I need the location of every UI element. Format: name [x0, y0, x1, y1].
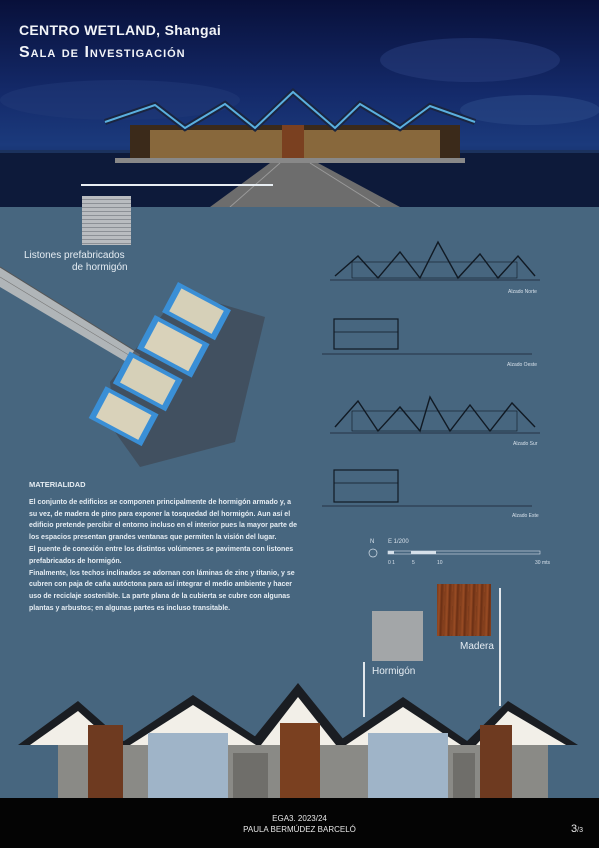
elevation-south — [330, 393, 540, 438]
page-current: 3 — [571, 823, 578, 835]
legend-line — [81, 184, 273, 186]
elevation-north — [330, 240, 540, 285]
wood-label: Madera — [460, 641, 494, 652]
footer — [0, 798, 599, 848]
slats-label-line2: de hormigón — [72, 262, 128, 273]
concrete-slats-swatch — [82, 196, 131, 245]
page-total: 3 — [579, 827, 583, 834]
materialidad-paragraph-1: El conjunto de edificios se componen principalmente de hormigón armado y, a su vez, de madera de pino para exponer la tosquedad del hormigón. Aun así el edificio pretende percibir el entorno incluso en el interior pues la mayor parte de los espacios presentan grandes ventanas que permiten la visión del lugar. — [29, 498, 298, 542]
elevation-west — [322, 314, 532, 359]
elevation-east-label: Alzado Este — [512, 513, 539, 519]
hero-render — [0, 0, 599, 207]
north-arrow-label: N — [370, 539, 375, 545]
elevation-east — [322, 466, 532, 511]
materialidad-paragraph-3: Finalmente, los techos inclinados se adornan con láminas de zinc y titanio, y se cubren con paja de caña autóctona para así integrar el medio ambiente y hacer uso de reciclaje sostenible. La parte plana de la cubierta se cubre con algunas plantas y arbustos; en algunas partes es incluso transitable. — [29, 569, 295, 612]
page-subtitle: Sala de Investigación — [19, 44, 186, 61]
materialidad-heading: MATERIALIDAD — [29, 480, 86, 489]
materialidad-section — [29, 479, 299, 615]
scale-tick-30: 30 mts — [535, 560, 551, 566]
facade-render — [18, 683, 580, 799]
slats-label-line1: Listones prefabricados — [24, 250, 125, 261]
scale-tick-5: 5 — [412, 560, 415, 566]
concrete-swatch — [372, 611, 423, 661]
footer-course: EGA3. 2023/24 — [272, 814, 327, 823]
elevation-west-label: Alzado Oeste — [507, 362, 538, 368]
materialidad-paragraph-2: El puente de conexión entre los distintos volúmenes se pavimenta con listones prefabricados de hormigón. — [29, 545, 294, 565]
footer-author: PAULA BERMÚDEZ BARCELÓ — [243, 825, 356, 834]
scale-tick-0: 0 1 — [388, 560, 395, 566]
scale-ratio: E 1/200 — [388, 539, 409, 545]
elevation-north-label: Alzado Norte — [508, 289, 537, 295]
scale-bar — [368, 547, 543, 559]
concrete-label: Hormigón — [372, 666, 416, 677]
scale-tick-10: 10 — [437, 560, 443, 566]
wood-swatch — [437, 584, 491, 636]
page-title: CENTRO WETLAND, Shangai — [19, 22, 222, 38]
page-number: 3/3 — [571, 823, 583, 835]
site-plan — [0, 262, 280, 474]
elevation-south-label: Alzado Sur — [513, 441, 538, 447]
